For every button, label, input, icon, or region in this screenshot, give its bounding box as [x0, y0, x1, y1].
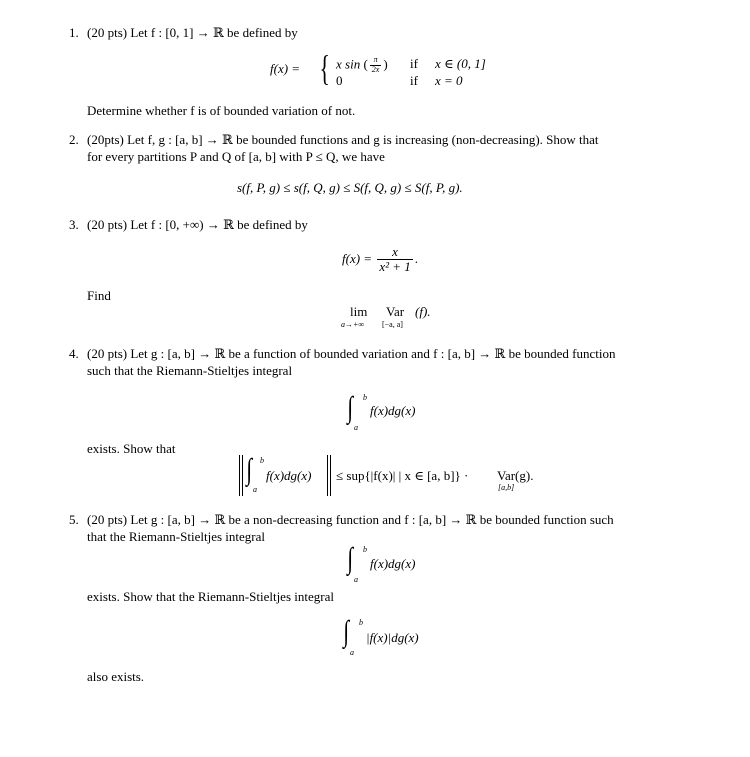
problem-1-number: 1. — [69, 25, 79, 40]
problem-4-line2: such that the Riemann-Stieltjes integral — [87, 363, 293, 378]
integral-sign-2: ∫ — [246, 453, 252, 486]
problem-4-rhs: ≤ sup{|f(x)| | x ∈ [a, b]} · — [336, 468, 469, 483]
problem-3-intro: (20 pts) Let f : [0, +∞) → ℝ be defined by — [87, 217, 308, 232]
problem-1-case1: x sin ( $\frac{\pi}{2x}$ ) — [336, 55, 388, 74]
problem-1-question: Determine whether f is of bounded variation of not. — [87, 103, 356, 118]
integral-sign-3: ∫ — [347, 542, 353, 575]
limit-subscript: a→+∞ — [341, 320, 365, 329]
left-brace: { — [319, 48, 330, 88]
integral-1-lower: a — [354, 423, 358, 432]
problem-5-number: 5. — [69, 512, 79, 527]
problem-3-find: Find — [87, 288, 111, 303]
problem-2-number: 2. — [69, 132, 79, 147]
problem-3-formula: f(x) = $\frac{x}{\text{x² + 1}}$ . — [342, 244, 419, 275]
problem-1-case2: 0 — [336, 73, 343, 88]
integral-sign-4: ∫ — [343, 615, 349, 648]
integral-3-lower: a — [354, 575, 358, 584]
abs-bar-left-1 — [239, 455, 240, 496]
problem-4-number: 4. — [69, 346, 79, 361]
integral-2-integrand: f(x)dg(x) — [266, 468, 312, 483]
integral-1-integrand: f(x)dg(x) — [370, 403, 416, 418]
problem-3-number: 3. — [69, 217, 79, 232]
problem-4-exists: exists. Show that — [87, 441, 176, 456]
problem-5-also: also exists. — [87, 669, 145, 684]
variation-label: Var — [386, 304, 405, 319]
integral-1-upper: b — [363, 393, 367, 402]
problem-2-line2: for every partitions P and Q of [a, b] with P ≤ Q, we have — [87, 149, 385, 164]
integral-sign-1: ∫ — [347, 391, 353, 424]
integral-4-integrand: |f(x)|dg(x) — [366, 630, 419, 645]
problem-1-intro: (20 pts) Let f : [0, 1] → ℝ be defined by — [87, 25, 298, 40]
problem-1-case2-if: if — [410, 73, 418, 88]
problem-4-line1: (20 pts) Let g : [a, b] → ℝ be a function of bounded variation and f : [a, b] → ℝ be bounded function — [87, 346, 616, 361]
abs-bar-left-2 — [242, 455, 243, 496]
problem-2-line1: (20pts) Let f, g : [a, b] → ℝ be bounded functions and g is increasing (non-decreasing). Show that — [87, 132, 599, 147]
integral-2-upper: b — [260, 456, 264, 465]
integral-4-lower: a — [350, 648, 354, 657]
problem-2-inequality: s(f, P, g) ≤ s(f, Q, g) ≤ S(f, Q, g) ≤ S(f, P, g). — [237, 180, 463, 195]
problem-4-var: Var(g). — [497, 468, 534, 483]
integral-3-upper: b — [363, 545, 367, 554]
abs-bar-right-2 — [330, 455, 331, 496]
integral-2-lower: a — [253, 485, 257, 494]
integral-4-upper: b — [359, 618, 363, 627]
problem-1-case1-if: if — [410, 56, 418, 71]
problem-1-fx: f(x) = — [270, 61, 301, 76]
integral-3-integrand: f(x)dg(x) — [370, 556, 416, 571]
limit-label: lim — [350, 304, 368, 319]
problem-5-exists: exists. Show that the Riemann-Stieltjes integral — [87, 589, 334, 604]
abs-bar-right-1 — [327, 455, 328, 496]
variation-subscript: [−a, a] — [382, 320, 403, 329]
problem-4-var-subscript: [a,b] — [498, 483, 515, 492]
variation-argument: (f). — [415, 304, 431, 319]
problem-1-case2-cond: x = 0 — [435, 73, 463, 88]
problem-5-line1: (20 pts) Let g : [a, b] → ℝ be a non-decreasing function and f : [a, b] → ℝ be bounded function such — [87, 512, 614, 527]
problem-1-case1-cond: x ∈ (0, 1] — [435, 56, 486, 71]
problem-5-line2: that the Riemann-Stieltjes integral — [87, 529, 265, 544]
